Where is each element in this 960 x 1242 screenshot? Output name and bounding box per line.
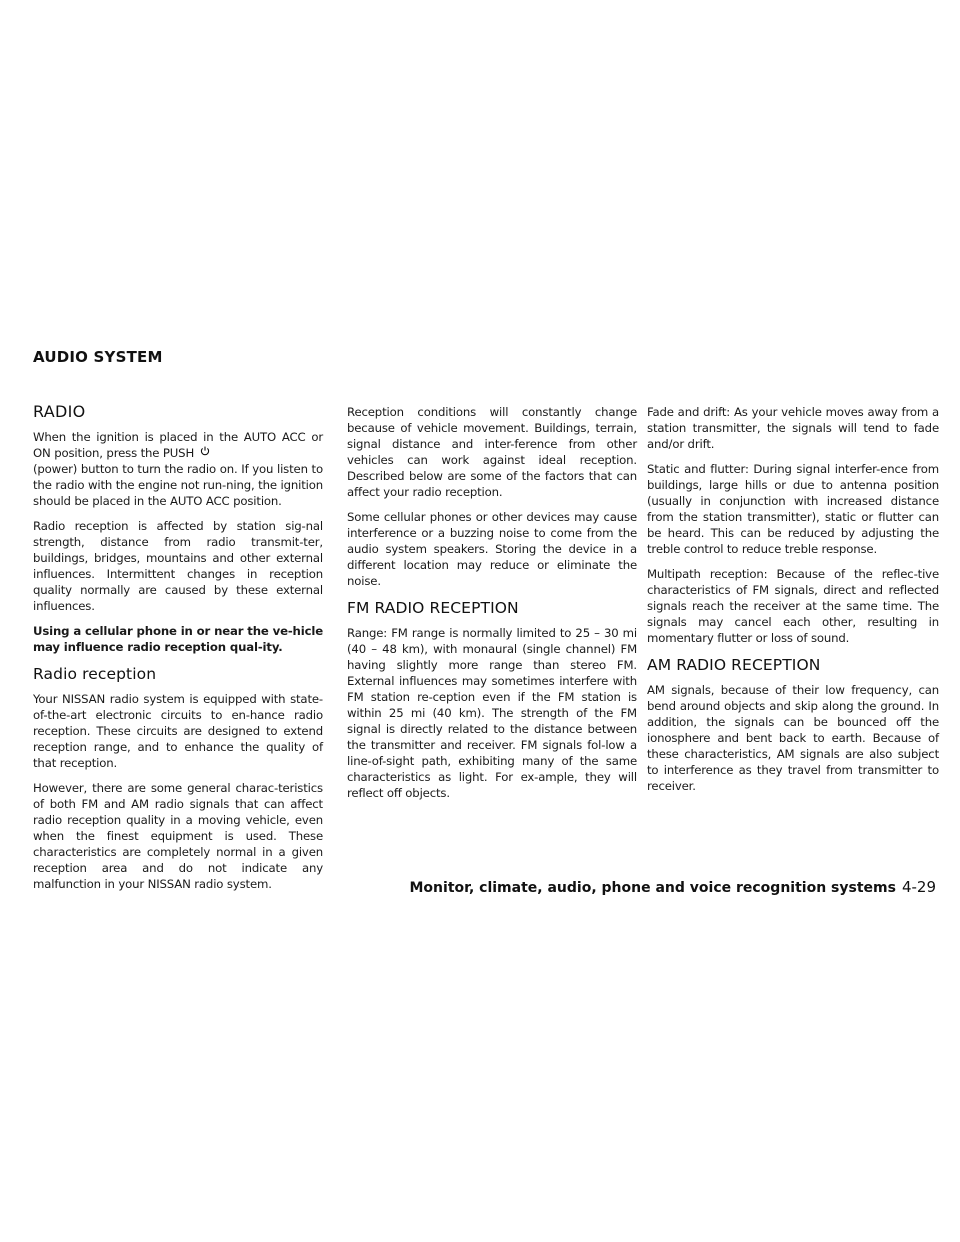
fm-range-paragraph: Range: FM range is normally limited to 25 – 30 mi (40 – 48 km), with monaural (single channel) FM having slightly more range than stereo FM. External influences may sometimes interfere with FM station re-ception even if the FM station is within 25 mi (40 km). The strength of the FM signal is directly related to the distance between the transmitter and receiver. FM signals fol-low a line-of-sight path, exhibiting many of the same characteristics as light. For ex-ample, they will reflect off objects. (347, 626, 637, 800)
radio-paragraph-1 (33, 429, 323, 509)
fm-fade-drift-paragraph: Fade and drift: As your vehicle moves away from a station transmitter, the signals will tend to fade and/or drift. (647, 405, 939, 451)
fm-multipath-paragraph: Multipath reception: Because of the reflec-tive characteristics of FM signals, direct and reflected signals reach the receiver at the same time. The signals may cancel each other, resulting in momentary flutter or loss of sound. (647, 567, 939, 645)
am-reception-title: AM RADIO RECEPTION (647, 656, 821, 674)
radio-reception-paragraph-2: However, there are some general charac-teristics of both FM and AM radio signals that can affect radio reception quality in a moving vehicle, even when the finest equipment is used. These characteristics are completely normal in a given reception area and do not indicate any malfunction in your NISSAN radio system. (33, 781, 323, 891)
footer-page-number: 4-29 (901, 878, 936, 896)
column-3 (647, 404, 939, 803)
radio-cellular-warning: Using a cellular phone in or near the ve-hicle may influence radio reception qual-ity. (33, 624, 323, 654)
page-footer (410, 878, 937, 896)
radio-p1-part1: When the ignition is placed in the AUTO ACC or ON position, press the PUSH (33, 430, 323, 460)
section-header: AUDIO SYSTEM (33, 348, 163, 366)
column-1 (33, 402, 323, 892)
radio-reception-paragraph-1: Your NISSAN radio system is equipped with state-of-the-art electronic circuits to en-hance radio reception. These circuits are designed to extend reception range, and to enhance the quality of that reception. (33, 692, 323, 770)
radio-paragraph-2: Radio reception is affected by station sig-nal strength, distance from radio transmit-ter, buildings, bridges, mountains and other external influences. Intermittent changes in reception quality normally are caused by these external influences. (33, 519, 323, 613)
column-2-content (347, 404, 637, 810)
radio-reception-title: Radio reception (33, 665, 157, 683)
am-reception-paragraph: AM signals, because of their low frequency, can bend around objects and skip along the ground. In addition, the signals can be bounced off the ionosphere and bent back to earth. Because of these characteristics, AM signals are also subject to interference as they travel from transmitter to receiver. (647, 683, 939, 793)
radio-reception-paragraph-3: Reception conditions will constantly change because of vehicle movement. Buildings, terrain, signal distance and inter-ference from other vehicles can work against ideal reception. Described below are some of the factors that can affect your radio reception. (347, 405, 637, 499)
footer-chapter-title: Monitor, climate, audio, phone and voice recognition systems (409, 880, 896, 896)
fm-reception-title: FM RADIO RECEPTION (347, 599, 519, 617)
fm-static-flutter-paragraph: Static and flutter: During signal interfer-ence from buildings, large hills or due to antenna position (usually in conjunction with increased distance from the station transmitter), static or flutter can be heard. This can be reduced by adjusting the treble control to reduce treble response. (647, 462, 939, 556)
power-icon (200, 446, 210, 456)
radio-title: RADIO (33, 402, 86, 421)
radio-reception-paragraph-4: Some cellular phones or other devices may cause interference or a buzzing noise to come from the audio system speakers. Storing the device in a different location may reduce or eliminate the noise. (347, 510, 637, 588)
radio-p1-part2: (power) button to turn the radio on. If you listen to the radio with the engine not run-ning, the ignition should be placed in the AUTO ACC position. (33, 462, 323, 508)
